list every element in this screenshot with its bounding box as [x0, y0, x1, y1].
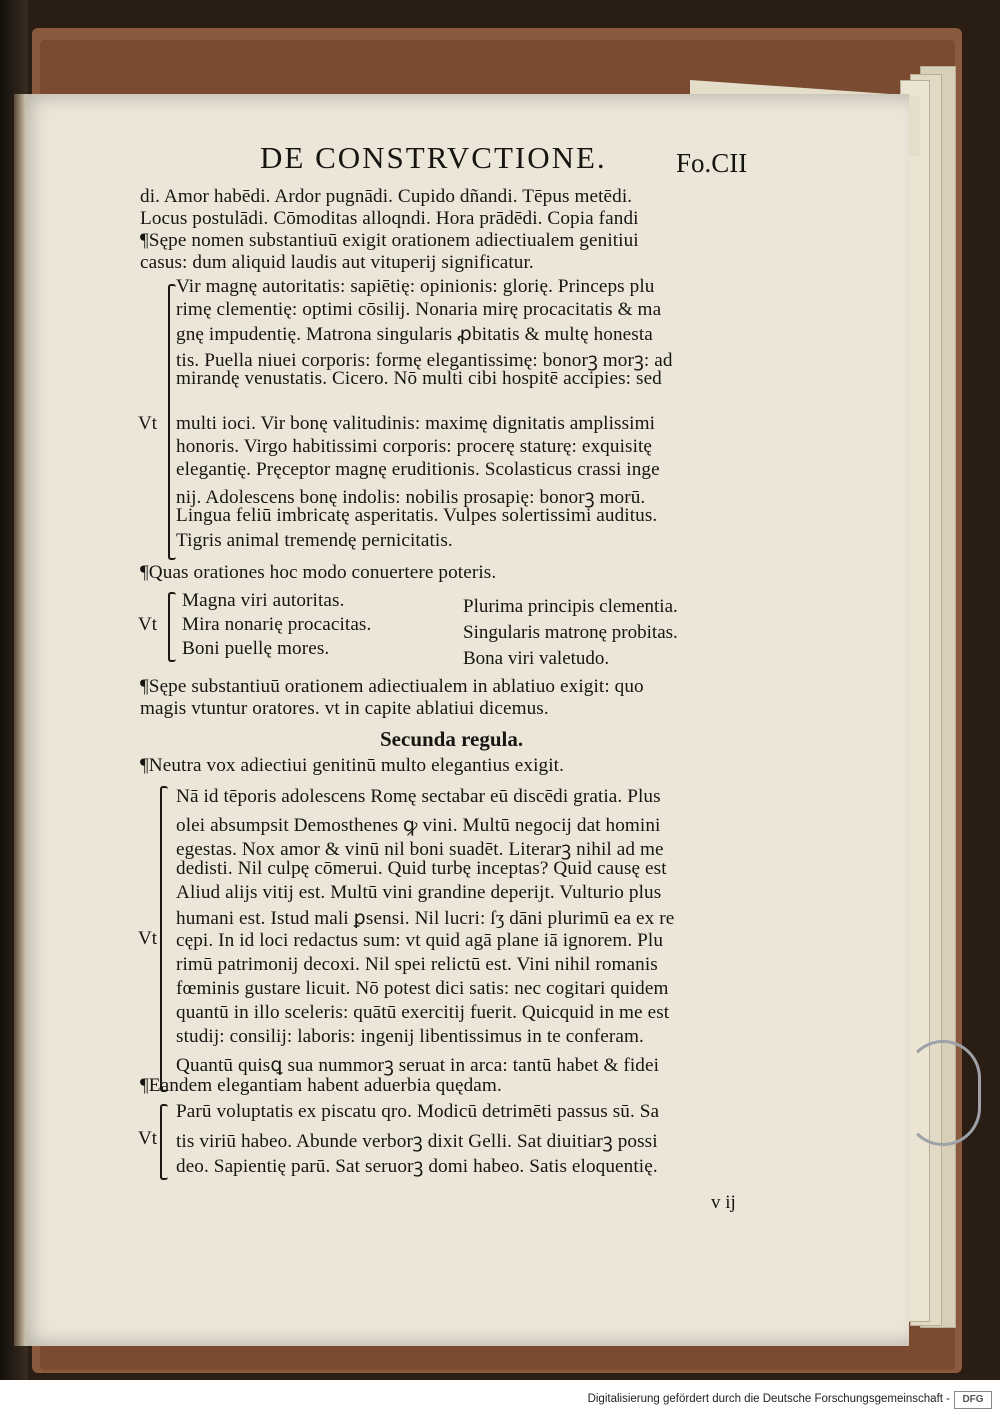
converted-right: Singularis matronę probitas.: [463, 622, 678, 643]
ut-marker: Vt: [138, 1128, 157, 1149]
section-heading: Secunda regula.: [380, 727, 524, 751]
ut-marker: Vt: [138, 614, 157, 635]
example-line: Quantū quisꝗ sua nummorꝫ seruat in arca: tantū habet & fidei: [176, 1055, 660, 1076]
example-line: olei absumpsit Demosthenes ꝙ vini. Multū negocij dat homini: [176, 815, 661, 836]
funding-credit: Digitalisierung gefördert durch die Deutsche Forschungsgemeinschaft -: [587, 1393, 950, 1405]
example-brace: [168, 592, 176, 662]
converted-left: Magna viri autoritas.: [182, 590, 345, 611]
folio-number: Fo.CII: [676, 148, 748, 178]
example-line: quantū in illo sceleris: quātū exercitij fuerit. Quicquid in me est: [176, 1002, 670, 1023]
example-brace: [160, 786, 168, 1092]
running-header: DE CONSTRVCTIONE.: [260, 140, 607, 175]
example-line: Parū voluptatis ex piscatu qro. Modicū detrimēti passus sū. Sa: [176, 1101, 660, 1122]
example-line: rimę clementię: optimi cōsilij. Nonaria mirę procacitatis & ma: [176, 299, 662, 320]
text-line: ¶Eandem elegantiam habent aduerbia quędam.: [140, 1075, 502, 1096]
converted-left: Mira nonarię procacitas.: [182, 614, 372, 635]
example-line: egestas. Nox amor & vinū nil boni suadēt. Literarꝫ nihil ad me: [176, 839, 664, 860]
example-line: Vir magnę autoritatis: sapiētię: opinionis: glorię. Princeps plu: [176, 276, 655, 297]
example-brace: [168, 284, 176, 560]
example-line: dedisti. Nil culpę cōmerui. Quid turbę inceptas? Quid causę est: [176, 858, 667, 879]
example-line: honoris. Virgo habitissimi corporis: procerę staturę: exquisitę: [176, 436, 653, 457]
converted-right: Bona viri valetudo.: [463, 648, 610, 669]
example-line: fœminis gustare licuit. Nō potest dici satis: nec cogitari quidem: [176, 978, 669, 999]
text-line: di. Amor habēdi. Ardor pugnādi. Cupido dñandi. Tēpus metēdi.: [140, 186, 633, 207]
example-line: elegantię. Pręceptor magnę eruditionis. Scolasticus crassi inge: [176, 459, 660, 480]
ut-marker: Vt: [138, 413, 157, 434]
text-line: ¶Sępe substantiuū orationem adiectiualem in ablatiuo exigit: quo: [140, 676, 644, 697]
example-line: tis. Puella niuei corporis: formę elegantissimę: bonorꝫ morꝫ: ad: [176, 350, 673, 371]
credit-bar: [0, 1380, 1000, 1415]
example-line: deo. Sapientię parū. Sat seruorꝫ domi habeo. Satis eloquentię.: [176, 1156, 658, 1177]
example-line: mirandę venustatis. Cicero. Nō multi cibi hospitē accipies: sed: [176, 368, 662, 389]
example-line: Tigris animal tremendę pernicitatis.: [176, 530, 453, 551]
text-line: ¶Quas orationes hoc modo conuertere poteris.: [140, 562, 497, 583]
converted-left: Boni puellę mores.: [182, 638, 330, 659]
example-line: multi ioci. Vir bonę valitudinis: maximę dignitatis amplissimi: [176, 413, 656, 434]
example-line: Lingua feliū imbricatę asperitatis. Vulpes solertissimi auditus.: [176, 505, 658, 526]
example-line: cępi. In id loci redactus sum: vt quid agā plane iā ignorem. Plu: [176, 930, 664, 951]
example-line: humani est. Istud mali ꝑsensi. Nil lucri: ſʒ dāni plurimū ea ex re: [176, 908, 675, 929]
example-line: Aliud alijs vitij est. Multū vini grandine deperijt. Vulturio plus: [176, 882, 662, 903]
example-brace: [160, 1104, 168, 1180]
text-line: ¶Sępe nomen substantiuū exigit orationem adiectiualem genitiui: [140, 230, 639, 251]
example-line: tis viriū habeo. Abunde verborꝫ dixit Gelli. Sat diuitiarꝫ possi: [176, 1131, 658, 1152]
text-line: ¶Neutra vox adiectiui genitinū multo elegantius exigit.: [140, 755, 564, 776]
page-gutter: [14, 94, 26, 1346]
paper-clip: [905, 1040, 981, 1146]
text-line: casus: dum aliquid laudis aut vituperij significatur.: [140, 252, 534, 273]
signature-mark: v ij: [711, 1192, 736, 1213]
example-line: nij. Adolescens bonę indolis: nobilis prosapię: bonorꝫ morū.: [176, 487, 646, 508]
text-line: magis vtuntur oratores. vt in capite ablatiui dicemus.: [140, 698, 549, 719]
example-line: studij: consilij: laboris: ingenij libentissimus in te conferam.: [176, 1026, 644, 1047]
ut-marker: Vt: [138, 928, 157, 949]
example-line: Nā id tēporis adolescens Romę sectabar eū discēdi gratia. Plus: [176, 786, 661, 807]
example-line: gnę impudentię. Matrona singularis ꝓbitatis & multę honesta: [176, 324, 653, 345]
dfg-logo: DFG: [954, 1391, 992, 1409]
converted-right: Plurima principis clementia.: [463, 596, 678, 617]
example-line: rimū patrimonij decoxi. Nil spei relictū est. Vini nihil romanis: [176, 954, 658, 975]
text-line: Locus postulādi. Cōmoditas alloqndi. Hora prādēdi. Copia fandi: [140, 208, 639, 229]
